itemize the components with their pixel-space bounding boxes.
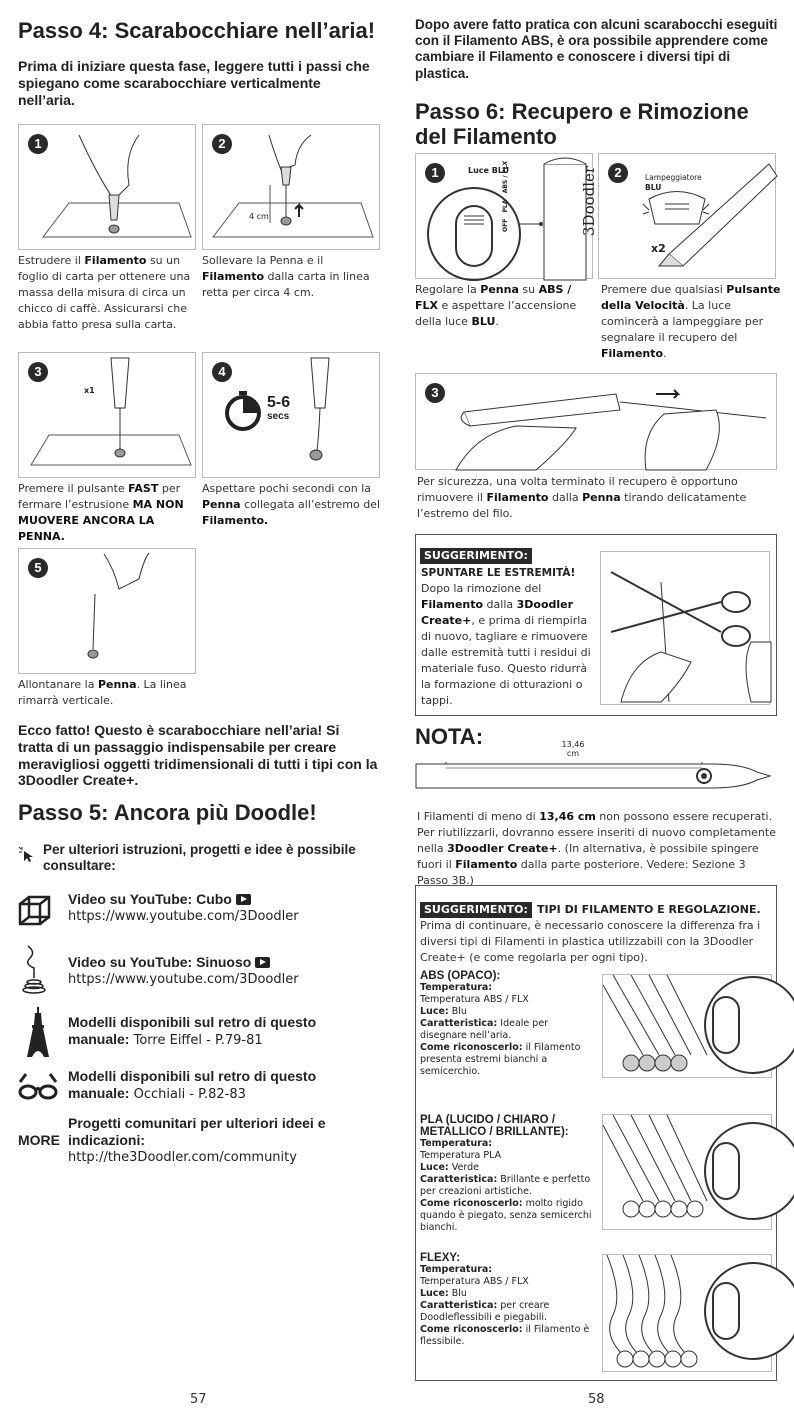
abs-filaments-illustration: [603, 975, 773, 1079]
resource-glasses: Modelli disponibili sul retro di questo manuale: Occhiali - P.82-83: [68, 1068, 317, 1102]
step2-figure: 2 4 cm: [202, 124, 380, 250]
brand-logo: 3Doodler: [580, 165, 598, 236]
tip-badge: SUGGERIMENTO:: [420, 902, 532, 918]
pull-filament-illustration: [416, 374, 778, 471]
tip-trim-box: [415, 534, 777, 716]
tip-filament-types-box: [415, 885, 777, 1381]
scissors-figure: [600, 551, 770, 705]
r-step1-figure: 1 Luce BLU OFF PLA ABS / FLX 3Doodler: [415, 153, 593, 279]
step5-caption: Allontanare la Penna. La linea rimarrà verticale.: [18, 678, 187, 707]
glasses-icon: [18, 1068, 58, 1104]
time-value: 5-6: [267, 394, 291, 411]
press-fast-illustration: [19, 353, 197, 479]
youtube-link[interactable]: https://www.youtube.com/3Doodler: [68, 909, 299, 924]
step1-figure: [18, 124, 196, 250]
step3-figure: 3 x1: [18, 352, 196, 478]
spiral-icon: [22, 944, 48, 996]
lift-pen-illustration: [203, 125, 381, 251]
pla-figure: [602, 1114, 772, 1230]
step5-intro: Per ulteriori istruzioni, progetti e idee è possibile consultare:: [43, 842, 356, 874]
step4-caption: Aspettare pochi secondi con la Penna collegata all’estremo del Filamento.: [202, 482, 380, 527]
community-link[interactable]: http://the3Doodler.com/community: [68, 1150, 297, 1165]
pull-away-illustration: [19, 549, 197, 675]
type-pla: PLA (LUCIDO / CHIARO / METALLICO / BRILLANTE): Temperatura: Temperatura PLA Luce: Verde Caratteristica: Brillante e perfetto per creazioni artistiche. Come riconoscerlo: molto rigido quando è piegato, senza semicerchi bianchi.: [420, 1114, 592, 1233]
page-number-right: 58: [588, 1392, 605, 1407]
time-unit: secs: [267, 411, 290, 422]
step4-figure: 4 5-6 secs: [202, 352, 380, 478]
r-step1-caption: Regolare la Penna su ABS / FLX e aspettare l’accensione della luce BLU.: [415, 283, 577, 328]
step5-figure: 5: [18, 548, 196, 674]
step6-title: Passo 6: Recupero e Rimozione del Filamento: [415, 99, 749, 150]
page-number-left: 57: [190, 1392, 207, 1407]
nota-text: I Filamenti di meno di 13,46 cm non possono essere recuperati. Per riutilizzarli, dovranno essere inseriti di nuovo completamente nella 3Doodler Create+. (In alternativa, è possibile spingere fuori il Filamento dalla parte posteriore. Vedere: Sezione 3 Passo 3B.): [417, 810, 776, 887]
resource-eiffel: Modelli disponibili sul retro di questo manuale: Torre Eiffel - P.79-81: [68, 1014, 317, 1048]
tip-intro: Prima di continuare, è necessario conoscere la differenza fra i diversi tipi di Filamenti in plastica utilizzabili con la 3Doodler Create+ (e come regolarla per ogni tipo).: [420, 919, 761, 964]
tip-badge: SUGGERIMENTO:: [420, 548, 532, 564]
r-step3-caption: Per sicurezza, una volta terminato il recupero è opportuno rimuovere il Filamento dalla Penna tirando delicatamente l’estremo del filo.: [417, 475, 747, 520]
step3-caption: Premere il pulsante FAST per fermare l’estrusione MA NON MUOVERE ANCORA LA PENNA.: [18, 482, 184, 543]
abs-figure: [602, 974, 772, 1078]
resource-community: Progetti comunitari per ulteriori ideei e indicazioni: http://the3Doodler.com/community: [68, 1115, 368, 1166]
youtube-icon: [255, 957, 270, 968]
more-icon: MORE: [18, 1132, 60, 1148]
cube-icon: [18, 894, 52, 928]
type-flexy: FLEXY: Temperatura: Temperatura ABS / FLX Luce: Blu Caratteristica: per creare Doodleflessibili e piegabili. Come riconoscerlo: il Filamento è flessibile.: [420, 1252, 590, 1347]
press-count: x2: [651, 242, 666, 255]
blinker-label: Lampeggiatore BLU: [645, 173, 702, 192]
distance-label: 4 cm: [249, 212, 269, 221]
tip-trim-text: SPUNTARE LE ESTREMITÀ! Dopo la rimozione del Filamento dalla 3Doodler Create+, e prima di riempirla di nuovo, tagliare e rimuovere dalle estremità tutti i residui di materiale fuso. Questo ridurrà la formazione di otturazioni o tappi.: [421, 567, 591, 707]
resource-cube: Video su YouTube: Cubo https://www.youtube.com/3Doodler: [68, 891, 368, 925]
stopwatch-illustration: [203, 353, 381, 479]
r-step2-figure: 2 Lampeggiatore BLU x2: [598, 153, 776, 279]
cursor-click-icon: [18, 846, 34, 862]
flexy-figure: [602, 1254, 772, 1372]
pla-filaments-illustration: [603, 1115, 773, 1231]
r-step2-caption: Premere due qualsiasi Pulsante della Velocità. La luce comincerà a lampeggiare per segnalare il recupero del Filamento.: [601, 283, 781, 360]
light-label: Luce BLU: [468, 166, 510, 175]
r-step3-figure: 3: [415, 373, 777, 470]
step-number: 1: [28, 134, 48, 154]
right-intro: Dopo avere fatto pratica con alcuni scarabocchi eseguiti con il Filamento ABS, è ora possibile apprendere come cambiare il Filamento e conoscere i diversi tipi di plastica.: [415, 17, 778, 81]
youtube-link[interactable]: https://www.youtube.com/3Doodler: [68, 972, 299, 987]
step2-caption: Sollevare la Penna e il Filamento dalla carta in linea retta per circa 4 cm.: [202, 254, 370, 299]
flexy-filaments-illustration: [603, 1255, 773, 1373]
type-abs: ABS (OPACO): Temperatura: Temperatura ABS / FLX Luce: Blu Caratteristica: Ideale per disegnare nell’aria. Come riconoscerlo: il Filamento presenta estremi bianchi a semicerchio.: [420, 970, 581, 1077]
pen-measure-illustration: [412, 758, 784, 808]
done-text: Ecco fatto! Questo è scarabocchiare nell’aria! Si tratta di un passaggio indispensabile per creare meravigliosi oggetti tridimensionali di tutti i tipi con la 3Doodler Create+.: [18, 722, 378, 789]
switch-labels: OFF PLA ABS / FLX: [502, 160, 509, 232]
step4-intro: Prima di iniziare questa fase, leggere tutti i passi che spiegano come scarabocchiare verticalmente nell’aria.: [18, 58, 370, 108]
step1-caption: Estrudere il Filamento su un foglio di carta per ottenere una massa della misura di circa un chicco di caffè. Assicurarsi che abbia fatto presa sulla carta.: [18, 254, 191, 331]
press-count: x1: [84, 386, 95, 395]
youtube-icon: [236, 894, 251, 905]
tip-head: TIPI DI FILAMENTO E REGOLAZIONE.: [537, 903, 761, 916]
eiffel-tower-icon: [26, 1007, 50, 1059]
step5-title: Passo 5: Ancora più Doodle!: [18, 800, 317, 825]
step4-title: Passo 4: Scarabocchiare nell’aria!: [18, 18, 376, 43]
resource-sinuoso: Video su YouTube: Sinuoso https://www.youtube.com/3Doodler: [68, 954, 368, 988]
nota-title: NOTA:: [415, 724, 484, 749]
nota-measure: 13,46 cm: [561, 740, 585, 758]
pen-paper-illustration: [19, 125, 197, 251]
scissors-illustration: [601, 552, 771, 706]
